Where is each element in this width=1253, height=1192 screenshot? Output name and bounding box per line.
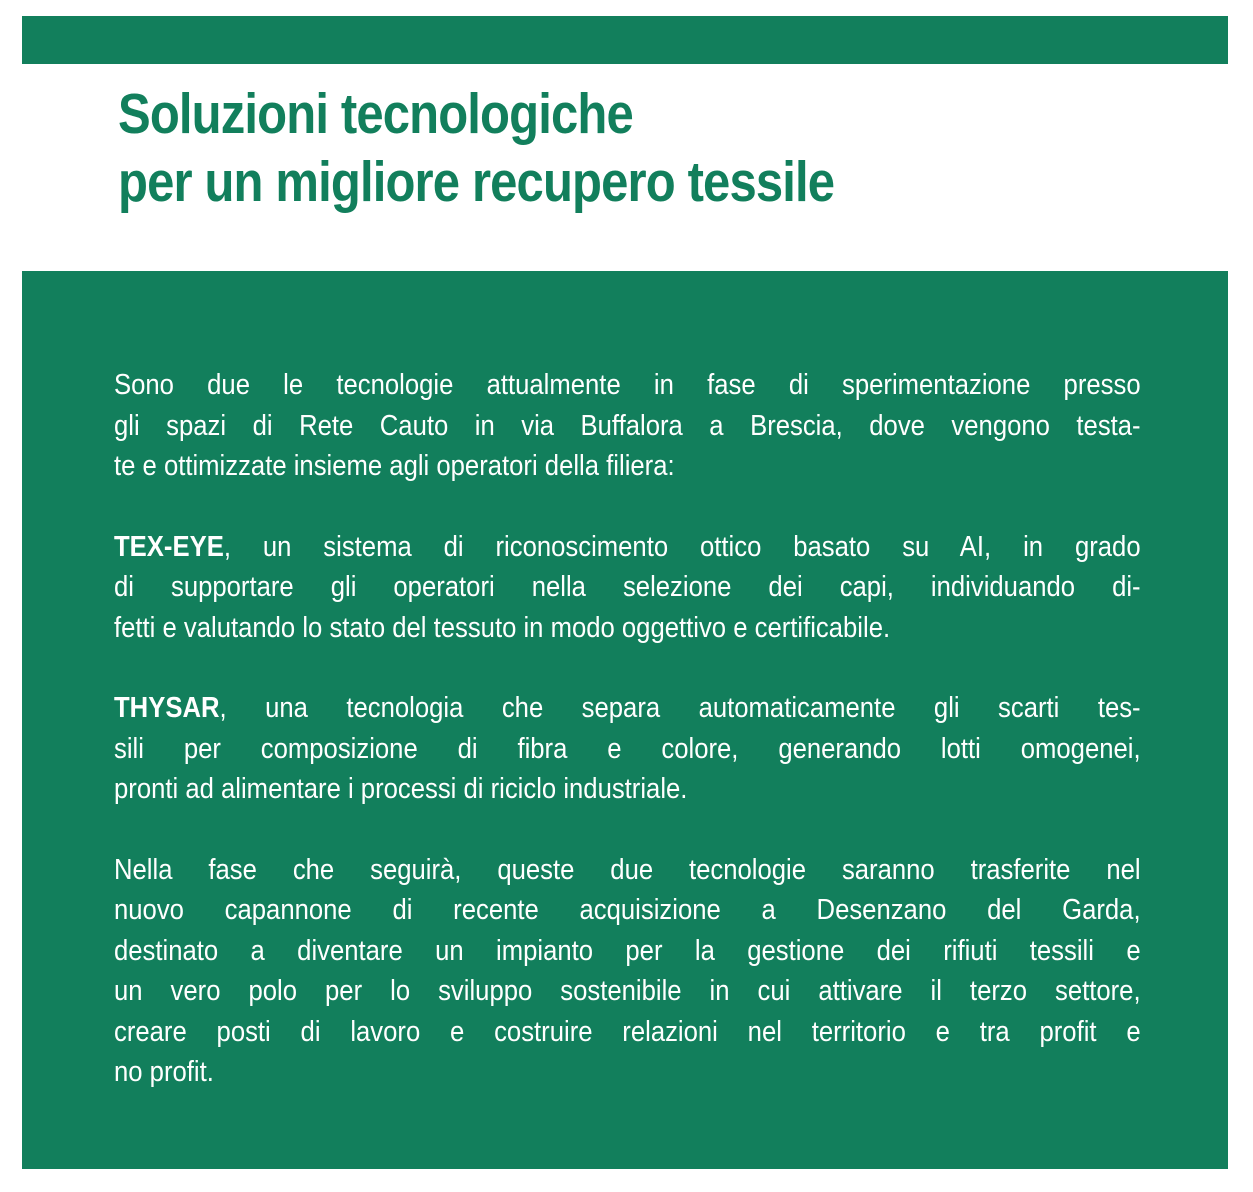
tex-eye-line-1-text: , un sistema di riconoscimento ottico basato su AI, in grado [223,530,1141,563]
tex-eye-term: TEX-EYE [114,530,224,563]
title-line-2: per un migliore recupero tessile [118,150,835,214]
thysar-paragraph [114,688,1141,810]
intro-line-1: Sono due le tecnologie attualmente in fase di sperimentazione presso [114,369,1141,401]
tex-eye-paragraph [114,527,1141,649]
thysar-term: THYSAR [114,692,220,724]
intro-line-3: te e ottimizzate insieme agli operatori della filiera: [114,450,675,482]
tex-eye-line-3: fetti e valutando lo stato del tessuto in modo oggettivo e certificabile. [114,611,891,644]
next-phase-line-1: Nella fase che seguirà, queste due tecnologie saranno trasferite nel [114,853,1141,886]
next-phase-line-2: nuovo capannone di recente acquisizione a Desenzano del Garda, [114,894,1141,926]
tex-eye-line-2: di supportare gli operatori nella selezione dei capi, individuando di- [114,571,1141,603]
next-phase-paragraph [114,850,1141,1093]
thysar-line-1-text: , una tecnologia che separa automaticamente gli scarti tes- [219,692,1141,724]
tex-eye-line-1 [114,527,1141,568]
content-panel [22,271,1228,1169]
top-color-bar [22,16,1228,64]
next-phase-line-4: un vero polo per lo sviluppo sostenibile in cui attivare il terzo settore, [114,975,1141,1007]
next-phase-line-6: no profit. [114,1056,214,1088]
thysar-line-2: sili per composizione di fibra e colore, generando lotti omogenei, [114,732,1141,765]
intro-paragraph [114,365,1141,487]
thysar-line-3: pronti ad alimentare i processi di riciclo industriale. [114,773,688,805]
intro-line-2: gli spazi di Rete Cauto in via Buffalora a Brescia, dove vengono testa- [114,409,1141,442]
thysar-line-1 [114,688,1141,729]
title-line-1: Soluzioni tecnologiche [118,82,633,146]
next-phase-line-5: creare posti di lavoro e costruire relazioni nel territorio e tra profit e [114,1015,1141,1048]
next-phase-line-3: destinato a diventare un impianto per la gestione dei rifiuti tessili e [114,934,1141,967]
article-body [114,365,1141,1093]
page-title [118,80,834,216]
